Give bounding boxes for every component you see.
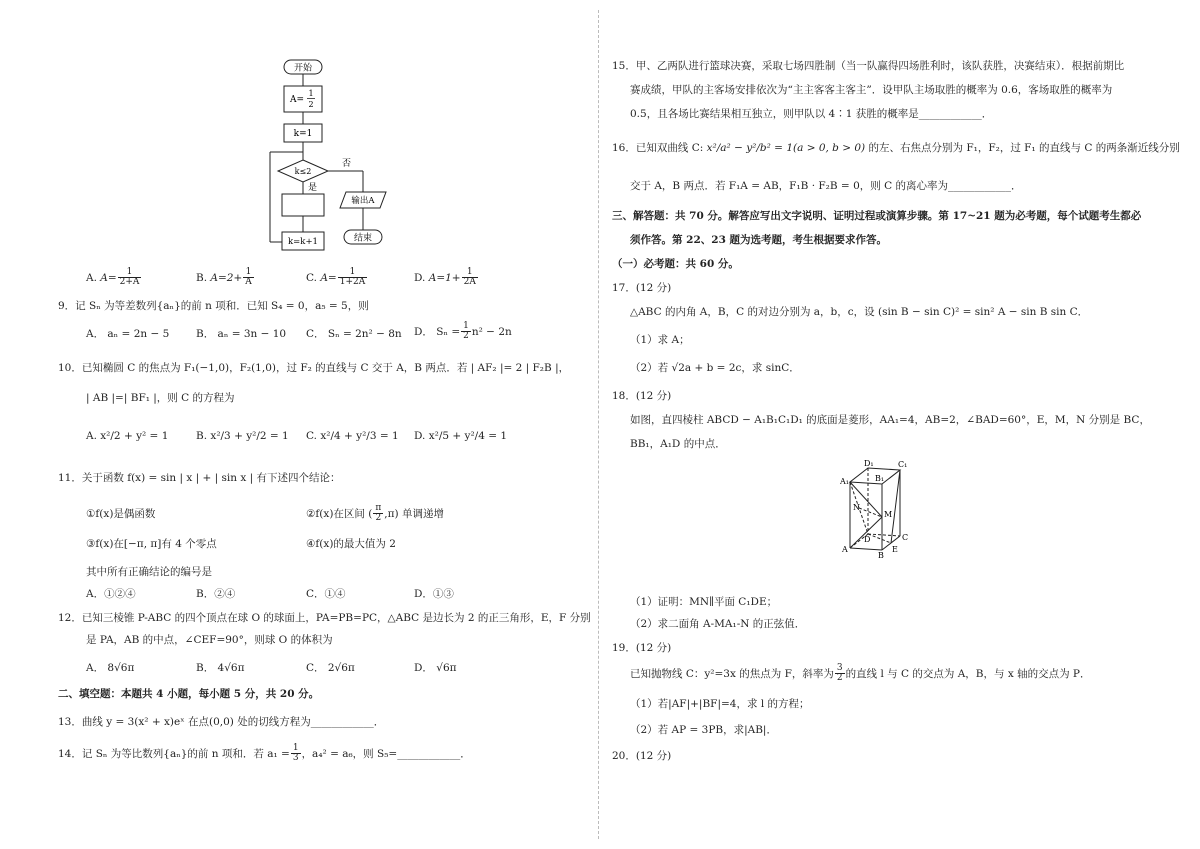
q19-head: 19．(12 分) — [612, 642, 672, 654]
q20-head: 20．(12 分) — [612, 750, 672, 762]
q8-option-c[interactable]: C. A= $\frac{1}{1+2A}$ — [306, 267, 366, 288]
q11-statement-4: ④f(x)的最大值为 2 — [306, 538, 396, 550]
q10-options — [58, 430, 583, 450]
section-3-heading-2: 须作答。第 22、23 题为选考题，考生根据要求作答。 — [630, 234, 888, 246]
section-3-required: （一）必考题：共 60 分。 — [612, 258, 739, 270]
q19-part-1: （1）若|AF|+|BF|=4，求 l 的方程； — [630, 698, 810, 710]
q10-option-a[interactable]: A. x²/2 + y² = 1 — [86, 430, 169, 442]
svg-text:k=1: k=1 — [293, 129, 313, 139]
flowchart-no-label: 否 — [342, 159, 352, 169]
q13: 13．曲线 y = 3(x² + x)eˣ 在点(0,0) 处的切线方程为____________． — [58, 716, 385, 728]
q12-option-a[interactable]: A． 8√6π — [86, 662, 135, 674]
q11-option-c[interactable]: C．①④ — [306, 588, 346, 600]
q11-option-a[interactable]: A．①②④ — [86, 588, 136, 600]
q10-stem-2: | AB |=| BF₁ |，则 C 的方程为 — [86, 392, 235, 404]
q11-statement-3: ③f(x)在[−π, π]有 4 个零点 — [86, 538, 217, 550]
q9-option-c[interactable]: C． Sₙ = 2n² − 8n — [306, 328, 402, 340]
svg-text:E: E — [892, 545, 898, 554]
svg-text:A=: A= — [290, 95, 305, 105]
q12-option-b[interactable]: B． 4√6π — [196, 662, 245, 674]
q17-body: △ABC 的内角 A，B，C 的对边分别为 a，b，c，设 (sin B − sin C)² = sin² A − sin B sin C． — [630, 306, 1089, 318]
q10-option-b[interactable]: B. x²/3 + y²/2 = 1 — [196, 430, 289, 442]
svg-text:1: 1 — [308, 89, 314, 98]
flowchart-empty-box — [282, 194, 324, 216]
svg-text:k=k+1: k=k+1 — [288, 237, 318, 247]
q17-part-2: （2）若 √2a + b = 2c，求 sinC． — [630, 362, 800, 374]
q17-head: 17．(12 分) — [612, 282, 672, 294]
q12-stem: 12．已知三棱锥 P-ABC 的四个顶点在球 O 的球面上，PA=PB=PC，△ABC 是边长为 2 的正三角形，E，F 分别 — [58, 612, 591, 624]
svg-text:C₁: C₁ — [898, 460, 908, 469]
svg-text:N: N — [853, 503, 860, 512]
q9-option-b[interactable]: B． aₙ = 3n − 10 — [196, 328, 287, 340]
q11-option-b[interactable]: B．②④ — [196, 588, 236, 600]
section-2-heading: 二、填空题：本题共 4 小题，每小题 5 分，共 20 分。 — [58, 688, 320, 700]
q11-stem: 11．关于函数 f(x) = sin | x | + | sin x | 有下述四个结论： — [58, 472, 341, 484]
q12-option-d[interactable]: D． √6π — [414, 662, 457, 674]
q17-part-1: （1）求 A； — [630, 334, 690, 346]
q12-stem-2: 是 PA，AB 的中点，∠CEF=90°，则球 O 的体积为 — [86, 634, 333, 646]
q9-option-a[interactable]: A． aₙ = 2n − 5 — [86, 328, 170, 340]
flowchart-yes-label: 是 — [308, 183, 318, 193]
q15-line-1: 15．甲、乙两队进行篮球决赛，采取七场四胜制（当一队赢得四场胜利时，该队获胜，决赛结束）．根据前期比 — [612, 60, 1125, 72]
q14: 14．记 Sₙ 为等比数列{aₙ}的前 n 项和．若 a₁ = $\frac{1}{3}$ ，a₄² = a₆，则 S₅=____________． — [58, 743, 471, 764]
svg-text:A₁: A₁ — [840, 477, 849, 486]
svg-text:B₁: B₁ — [875, 474, 885, 483]
svg-text:M: M — [884, 510, 893, 519]
q16-line-1: 16．已知双曲线 C: x²/a² − y²/b² = 1(a > 0, b > 0) 的左、右焦点分别为 F₁，F₂，过 F₁ 的直线与 C 的两条渐近线分别 — [612, 142, 1180, 154]
q9-option-d[interactable]: D． Sₙ = $\frac{1}{2}$ n² − 2n — [414, 321, 512, 342]
q18-line-1: 如图，直四棱柱 ABCD − A₁B₁C₁D₁ 的底面是菱形，AA₁=4，AB=2，∠BAD=60°，E，M，N 分别是 BC， — [630, 414, 1150, 426]
q18-part-1: （1）证明：MN∥平面 C₁DE； — [630, 596, 778, 608]
svg-text:k≤2: k≤2 — [294, 167, 312, 176]
q9-stem: 9．记 Sₙ 为等差数列{aₙ}的前 n 项和．已知 S₄ = 0，a₅ = 5，则 — [58, 300, 369, 312]
prism-figure — [840, 460, 930, 560]
q15-line-2: 赛成绩，甲队的主客场安排依次为“主主客客主客主”．设甲队主场取胜的概率为 0.6，客场取胜的概率为 — [630, 84, 1113, 96]
svg-text:2: 2 — [308, 100, 314, 109]
svg-text:输出A: 输出A — [351, 196, 375, 206]
q9-options — [58, 322, 583, 352]
q12-options — [58, 662, 583, 678]
q11-ask: 其中所有正确结论的编号是 — [86, 566, 212, 578]
q15-line-3: 0.5，且各场比赛结果相互独立，则甲队以 4∶1 获胜的概率是____________． — [630, 108, 993, 120]
q12-option-c[interactable]: C． 2√6π — [306, 662, 355, 674]
section-3-heading: 三、解答题：共 70 分。解答应写出文字说明、证明过程或演算步骤。第 17~21 题为必考题，每个试题考生都必 — [612, 210, 1142, 222]
svg-text:D: D — [864, 535, 871, 544]
q18-head: 18．(12 分) — [612, 390, 672, 402]
q11-options — [58, 588, 583, 604]
q11-statements-2 — [58, 538, 583, 554]
q10-option-d[interactable]: D. x²/5 + y²/4 = 1 — [414, 430, 508, 442]
q18-line-2: BB₁，A₁D 的中点． — [630, 438, 726, 450]
q19-part-2: （2）若 AP = 3PB，求|AB|． — [630, 724, 777, 736]
flowchart-start-label: 开始 — [293, 63, 313, 74]
column-divider — [598, 10, 599, 839]
q8-option-a[interactable]: A. A= $\frac{1}{2+A}$ — [86, 267, 140, 288]
q11-statement-1: ①f(x)是偶函数 — [86, 508, 156, 520]
svg-text:C: C — [902, 533, 909, 542]
q8-option-b[interactable]: B. A=2+ $\frac{1}{A}$ — [196, 267, 252, 288]
q18-part-2: （2）求二面角 A-MA₁-N 的正弦值． — [630, 618, 806, 630]
svg-text:A: A — [842, 545, 848, 554]
svg-text:D₁: D₁ — [864, 460, 874, 468]
q10-stem: 10．已知椭圆 C 的焦点为 F₁(−1,0)，F₂(1,0)，过 F₂ 的直线与 C 交于 A，B 两点．若 | AF₂ |= 2 | F₂B |， — [58, 362, 570, 374]
svg-text:B: B — [878, 551, 884, 560]
q16-line-2: 交于 A，B 两点．若 F₁A = AB，F₁B · F₂B = 0，则 C 的离心率为____________． — [630, 180, 1022, 192]
q19-line-1: 已知抛物线 C：y²=3x 的焦点为 F，斜率为 $\frac{3}{2}$ 的直线 l 与 C 的交点为 A，B，与 x 轴的交点为 P． — [630, 663, 1091, 684]
q8-option-d[interactable]: D. A=1+ $\frac{1}{2A}$ — [414, 267, 476, 288]
flowchart-end-label: 结束 — [353, 233, 373, 244]
q10-option-c[interactable]: C. x²/4 + y²/3 = 1 — [306, 430, 399, 442]
flowchart — [260, 56, 400, 266]
q8-options — [58, 262, 583, 292]
q11-statements-1 — [58, 504, 583, 534]
q11-statement-2: ②f(x)在区间 ( $\frac{\pi}{2}$ ,π) 单调递增 — [306, 503, 444, 524]
q11-option-d[interactable]: D．①③ — [414, 588, 454, 600]
